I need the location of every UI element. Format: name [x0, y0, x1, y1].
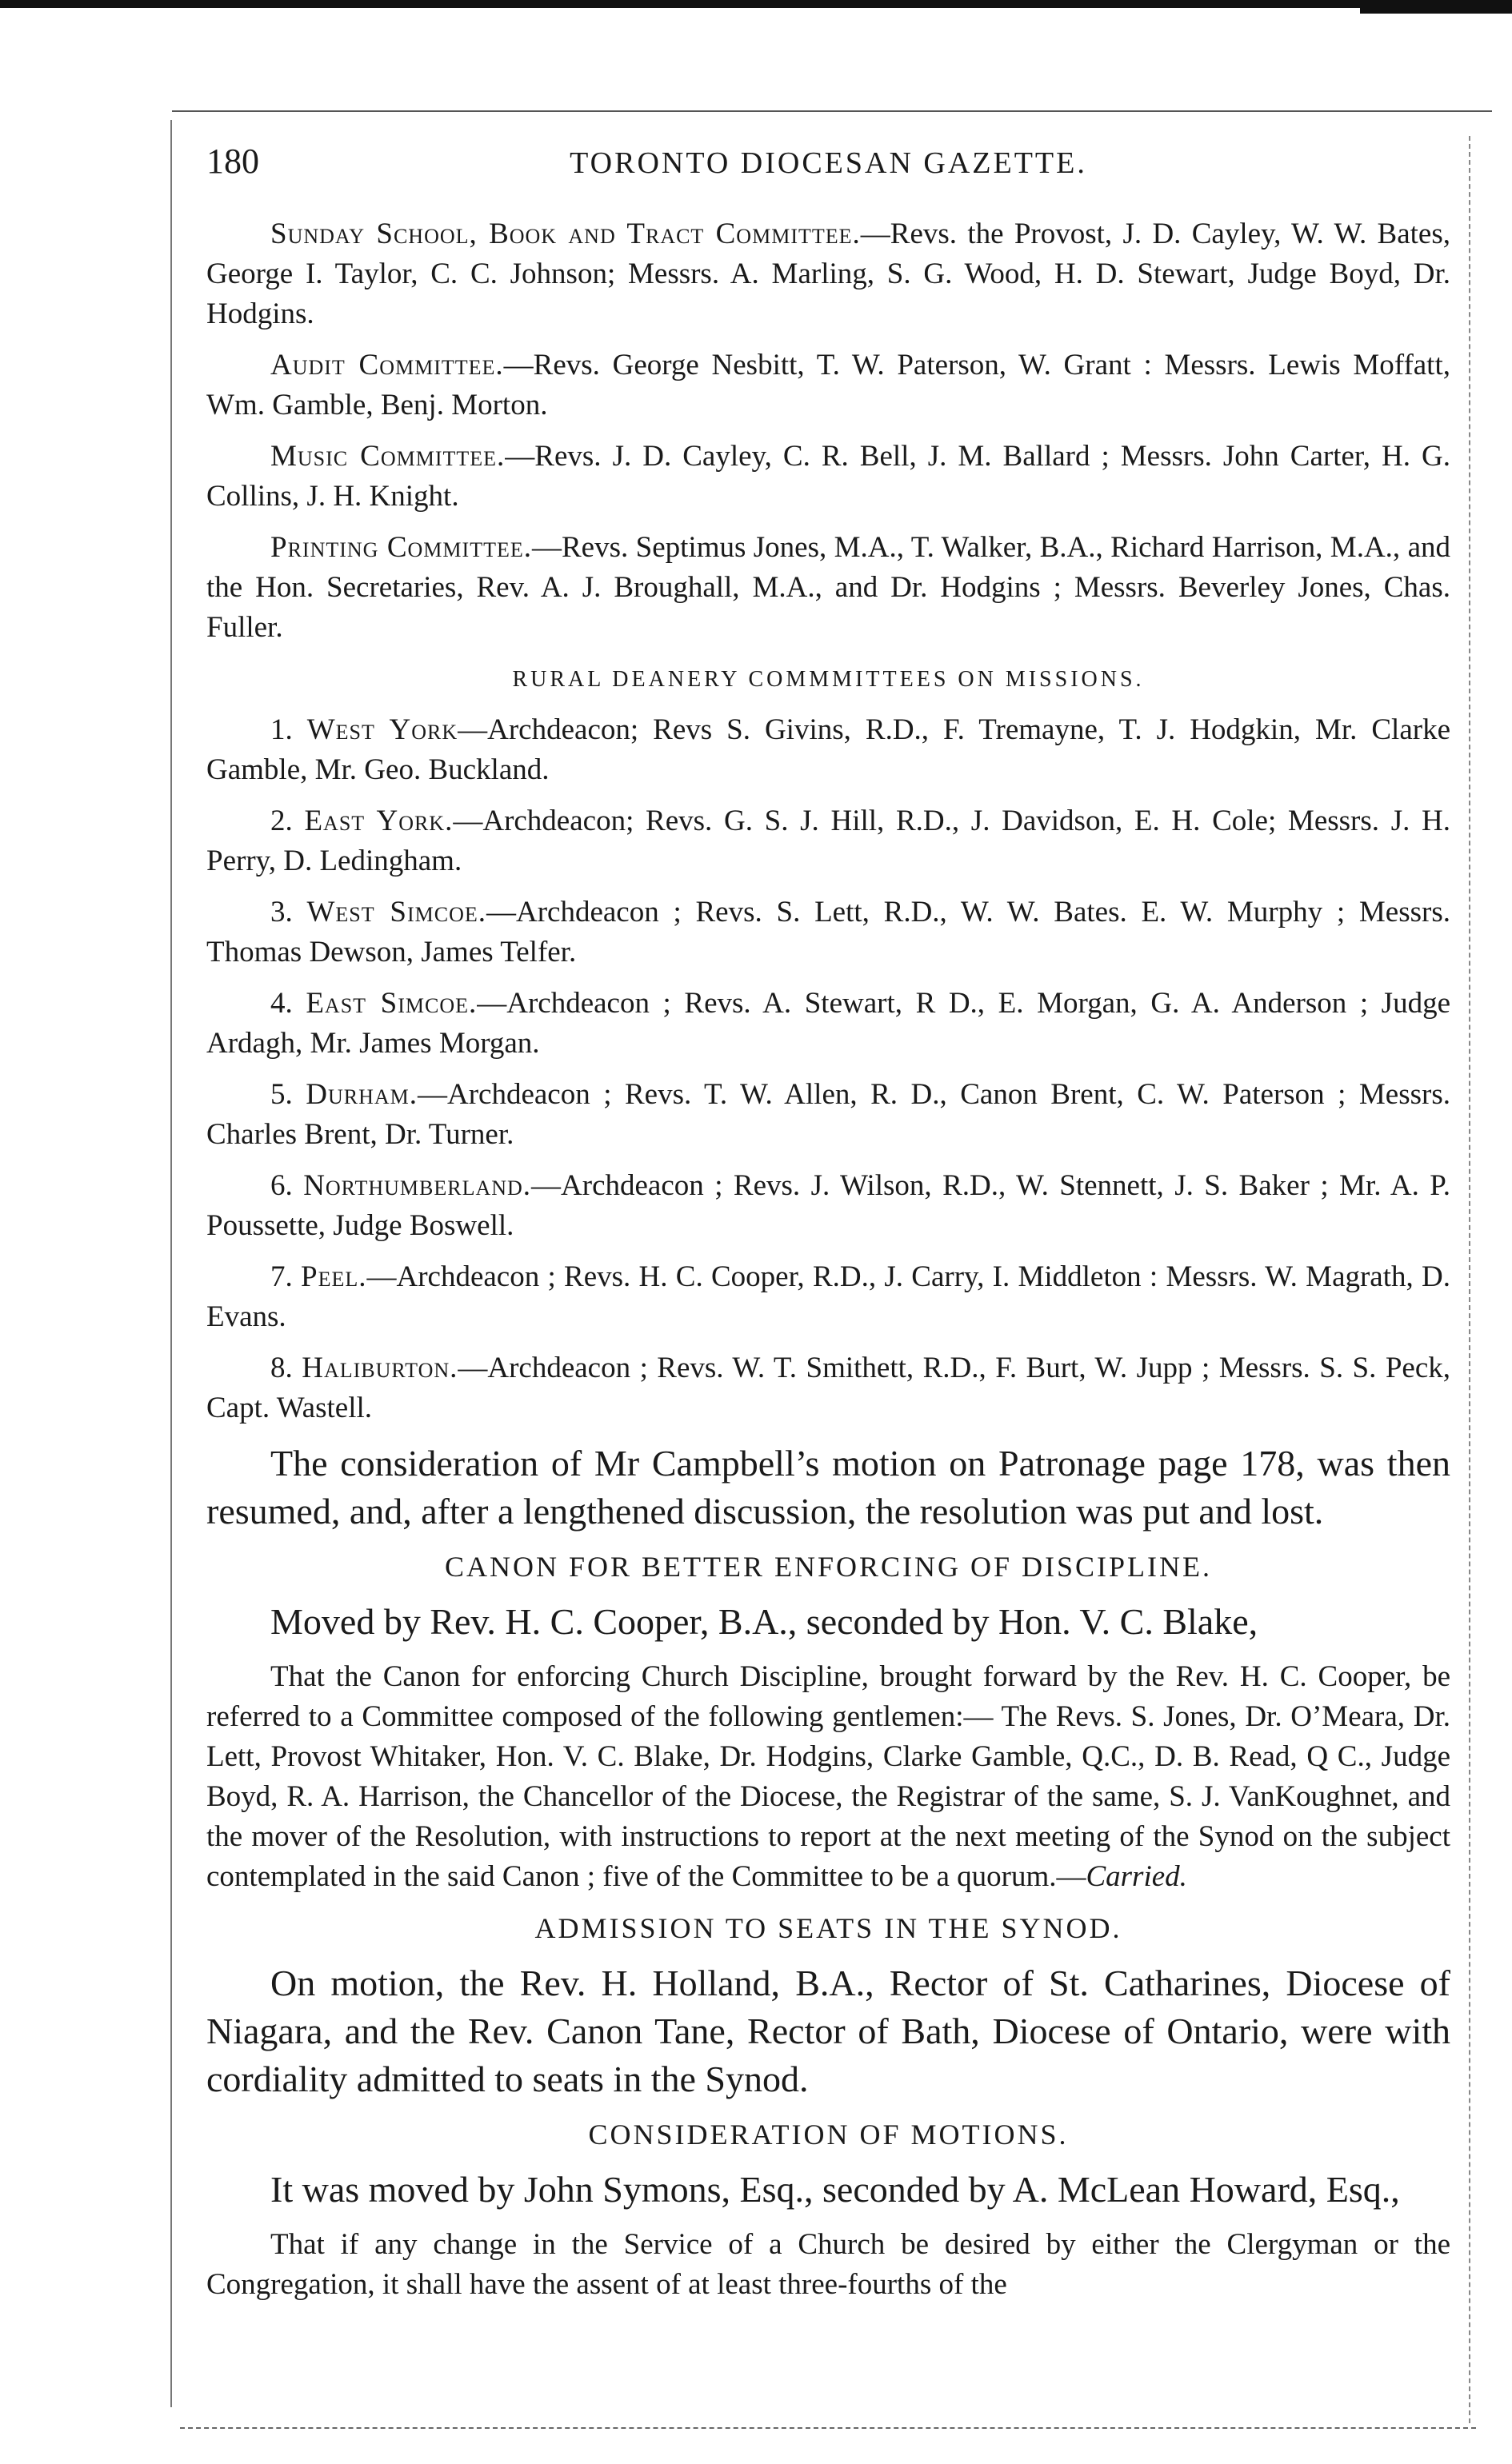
- deanery-name: East York.: [304, 805, 454, 837]
- frame-rule-left: [170, 120, 172, 2407]
- deanery-number: 3.: [270, 896, 293, 928]
- canon-heading: CANON FOR BETTER ENFORCING OF DISCIPLINE.: [444, 1551, 1213, 1583]
- committee-paragraph: [206, 528, 1450, 648]
- running-header: [206, 141, 1450, 197]
- committee-name: Sunday School, Book and Tract Committee.: [270, 218, 861, 250]
- deanery-name: West York: [306, 713, 458, 746]
- committee-name: Printing Committee.: [270, 531, 532, 564]
- committee-members: —Revs. George Nesbitt, T. W. Paterson, W. Grant : Messrs. Lewis Moffatt, Wm. Gamble, Benj. Morton.: [206, 349, 1450, 421]
- frame-rule-right: [1469, 136, 1470, 2423]
- deanery-name: East Simcoe.: [306, 987, 478, 1020]
- deanery-paragraph: [206, 801, 1450, 881]
- deanery-paragraph: [206, 1257, 1450, 1337]
- deanery-number: 1.: [270, 713, 293, 746]
- deanery-members: —Archdeacon ; Revs. W. T. Smithett, R.D., F. Burt, W. Jupp ; Messrs. S. S. Peck, Capt. Wastell.: [206, 1352, 1451, 1424]
- admission-heading: ADMISSION TO SEATS IN THE SYNOD.: [534, 1912, 1122, 1944]
- motions-moved: It was moved by John Symons, Esq., seconded by A. McLean Howard, Esq.,: [270, 2169, 1400, 2210]
- deanery-paragraph: [206, 1075, 1450, 1155]
- motions-resolution: That if any change in the Service of a Church be desired by either the Clergyman or the Congregation, it shall have the assent of at least three-fourths of the: [206, 2228, 1450, 2301]
- deanery-heading: RURAL DEANERY COMMMITTEES ON MISSIONS.: [512, 667, 1145, 692]
- deanery-number: 4.: [270, 987, 293, 1020]
- committee-name: Music Committee.: [270, 440, 506, 473]
- committee-members: —Revs. the Provost, J. D. Cayley, W. W. Bates, George I. Taylor, C. C. Johnson; Messrs. A. Marling, S. G. Wood, H. D. Stewart, Judge Boyd, Dr. Hodgins.: [206, 218, 1450, 330]
- deanery-number: 6.: [270, 1169, 293, 1202]
- scan-edge-bar: [1360, 6, 1512, 14]
- deanery-name: Peel.: [301, 1260, 367, 1293]
- deanery-members: —Archdeacon ; Revs. J. Wilson, R.D., W. Stennett, J. S. Baker ; Mr. A. P. Poussette, Judge Boswell.: [206, 1169, 1451, 1242]
- scan-edge-bar: [0, 0, 1512, 8]
- deanery-paragraph: [206, 710, 1450, 790]
- deanery-name: Northumberland.: [303, 1169, 532, 1202]
- deanery-members: —Archdeacon ; Revs. T. W. Allen, R. D., Canon Brent, C. W. Paterson ; Messrs. Charles Brent, Dr. Turner.: [206, 1078, 1450, 1151]
- deanery-name: Durham.: [306, 1078, 418, 1111]
- committee-members: —Revs. J. D. Cayley, C. R. Bell, J. M. Ballard ; Messrs. John Carter, H. G. Collins, J. H. Knight.: [206, 440, 1451, 513]
- canon-resolution: [206, 1657, 1450, 1897]
- canon-resolution-text: That the Canon for enforcing Church Discipline, brought forward by the Rev. H. C. Cooper, be referred to a Committee composed of the following gentlemen:— The Revs. S. Jones, Dr. O’Meara, Dr. Lett, Provost Whitaker, Hon. V. C. Blake, Dr. Hodgins, Clarke Gamble, Q.C., D. B. Read, Q C., Judge Boyd, R. A. Harrison, the Chancellor of the Diocese, the Registrar of the same, S. J. VanKoughnet, and the mover of the Resolution, with instructions to report at the next meeting of the Synod on the subject contemplated in the said Canon ; five of the Committee to be a quorum.—: [206, 1660, 1450, 1893]
- motions-heading: CONSIDERATION OF MOTIONS.: [588, 2119, 1069, 2151]
- deanery-paragraph: [206, 984, 1450, 1064]
- deanery-paragraph: [206, 1348, 1450, 1428]
- admission-paragraph: On motion, the Rev. H. Holland, B.A., Rector of St. Catharines, Diocese of Niagara, and the Rev. Canon Tane, Rector of Bath, Diocese of Ontario, were with cordiality admitted to seats in the Synod.: [206, 1963, 1450, 2099]
- deanery-number: 7.: [270, 1260, 293, 1293]
- deanery-members: —Archdeacon; Revs S. Givins, R.D., F. Tremayne, T. J. Hodgkin, Mr. Clarke Gamble, Mr. Geo. Buckland.: [206, 713, 1451, 786]
- committee-paragraph: [206, 345, 1450, 425]
- carried-note: Carried.: [1086, 1860, 1187, 1893]
- page-number: 180: [206, 142, 259, 181]
- deanery-paragraph: [206, 893, 1450, 972]
- deanery-members: —Archdeacon ; Revs. S. Lett, R.D., W. W. Bates. E. W. Murphy ; Messrs. Thomas Dewson, James Telfer.: [206, 896, 1450, 968]
- deanery-number: 2.: [270, 805, 293, 837]
- deanery-number: 8.: [270, 1352, 293, 1384]
- deanery-name: Haliburton.: [302, 1352, 458, 1384]
- deanery-number: 5.: [270, 1078, 293, 1111]
- patronage-paragraph: The consideration of Mr Campbell’s motion on Patronage page 178, was then resumed, and, after a lengthened discussion, the resolution was put and lost.: [206, 1443, 1450, 1532]
- committee-paragraph: [206, 437, 1450, 517]
- committee-name: Audit Committee.: [270, 349, 504, 381]
- deanery-paragraph: [206, 1166, 1450, 1246]
- frame-rule-bottom: [180, 2427, 1476, 2429]
- deanery-members: —Archdeacon ; Revs. A. Stewart, R D., E. Morgan, G. A. Anderson ; Judge Ardagh, Mr. James Morgan.: [206, 987, 1450, 1060]
- running-title: TORONTO DIOCESAN GAZETTE.: [570, 146, 1087, 180]
- page-body: [206, 141, 1450, 2316]
- deanery-members: —Archdeacon; Revs. G. S. J. Hill, R.D., J. Davidson, E. H. Cole; Messrs. J. H. Perry, D. Ledingham.: [206, 805, 1451, 877]
- deanery-name: West Simcoe.: [306, 896, 486, 928]
- deanery-members: —Archdeacon ; Revs. H. C. Cooper, R.D., J. Carry, I. Middleton : Messrs. W. Magrath, D. Evans.: [206, 1260, 1450, 1333]
- canon-motion: Moved by Rev. H. C. Cooper, B.A., seconded by Hon. V. C. Blake,: [270, 1601, 1258, 1642]
- committee-paragraph: [206, 214, 1450, 334]
- committee-members: —Revs. Septimus Jones, M.A., T. Walker, B.A., Richard Harrison, M.A., and the Hon. Secretaries, Rev. A. J. Broughall, M.A., and Dr. Hodgins ; Messrs. Beverley Jones, Chas. Fuller.: [206, 531, 1450, 644]
- frame-rule-top: [172, 110, 1492, 112]
